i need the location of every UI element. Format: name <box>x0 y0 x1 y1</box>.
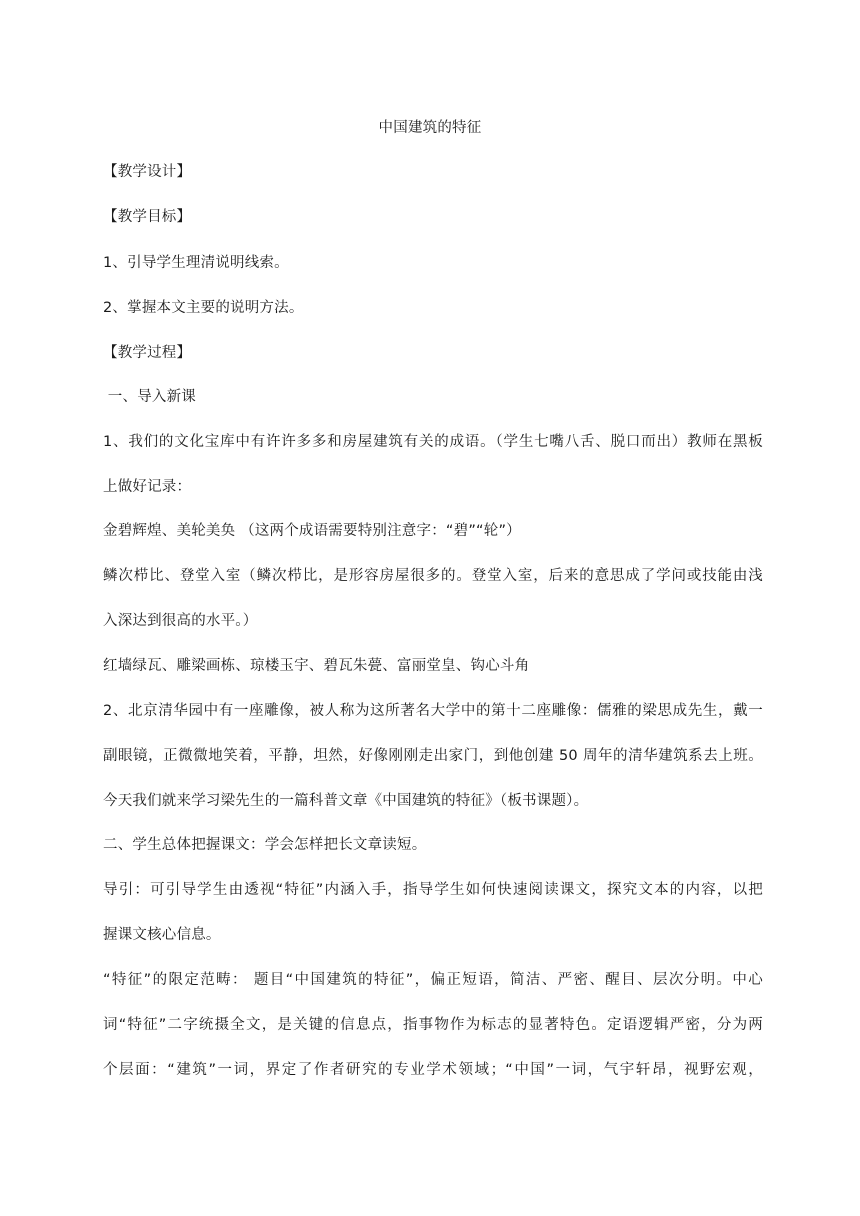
paragraph-line: 鳞次栉比、登堂入室（鳞次栉比，是形容房屋很多的。登堂入室，后来的意思成了学问或技能由浅 <box>103 568 763 584</box>
paragraph-line: “特征”的限定范畴： 题目“中国建筑的特征”，偏正短语，简洁、严密、醒目、层次分明。中心 <box>103 972 763 988</box>
paragraph-line: 入深达到很高的水平。） <box>103 613 258 629</box>
paragraph-line: 今天我们就来学习梁先生的一篇科普文章《中国建筑的特征》（板书课题）。 <box>103 793 589 809</box>
section-heading-process: 【教学过程】 <box>103 345 192 361</box>
section-heading-objectives: 【教学目标】 <box>103 209 192 225</box>
objective-item: 1、引导学生理清说明线索。 <box>103 255 289 271</box>
subsection-heading: 二、学生总体把握课文：学会怎样把长文章读短。 <box>103 837 427 853</box>
section-heading-design: 【教学设计】 <box>103 164 192 180</box>
paragraph-line: 金碧辉煌、美轮美奂 （这两个成语需要特别注意字：“碧”“轮”） <box>103 523 521 539</box>
paragraph-line: 导引：可引导学生由透视“特征”内涵入手，指导学生如何快速阅读课文，探究文本的内容，以把 <box>103 882 763 898</box>
objective-item: 2、掌握本文主要的说明方法。 <box>103 300 304 316</box>
paragraph-line: 红墙绿瓦、雕梁画栋、琼楼玉宇、碧瓦朱甍、富丽堂皇、钩心斗角 <box>103 658 530 674</box>
paragraph-line: 2、北京清华园中有一座雕像，被人称为这所著名大学中的第十二座雕像：儒雅的梁思成先生，戴一 <box>103 703 763 719</box>
paragraph-line: 副眼镜，正微微地笑着，平静，坦然，好像刚刚走出家门，到他创建 50 周年的清华建筑系去上班。 <box>103 748 763 764</box>
paragraph-line: 握课文核心信息。 <box>103 927 221 943</box>
document-title: 中国建筑的特征 <box>378 120 482 136</box>
paragraph-line: 上做好记录： <box>103 479 192 495</box>
paragraph-line: 词“特征”二字统摄全文，是关键的信息点，指事物作为标志的显著特色。定语逻辑严密，分为两 <box>103 1017 763 1033</box>
paragraph-line: 个层面：“建筑”一词，界定了作者研究的专业学术领域；“中国”一词，气宇轩昂，视野宏观， <box>103 1062 763 1078</box>
paragraph-line: 1、我们的文化宝库中有许许多多和房屋建筑有关的成语。（学生七嘴八舌、脱口而出）教师在黑板 <box>103 434 763 450</box>
subsection-heading: 一、导入新课 <box>103 389 197 405</box>
